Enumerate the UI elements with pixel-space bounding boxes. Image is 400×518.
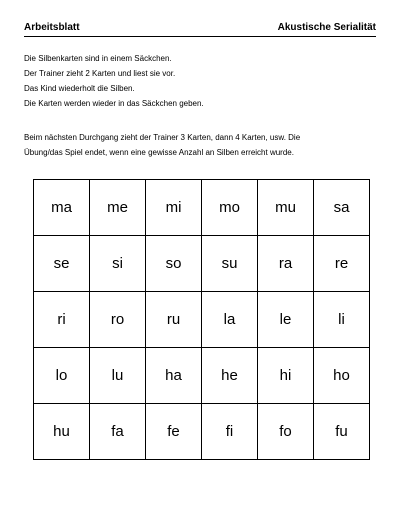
grid-row: [34, 292, 370, 348]
worksheet-topic: Akustische Serialität: [277, 22, 376, 33]
continuation-paragraph: [24, 130, 376, 160]
instruction-line: Die Silbenkarten sind in einem Säckchen.: [24, 54, 172, 63]
grid-row: [34, 180, 370, 236]
syllable-cell: mi: [146, 180, 202, 236]
grid-row: [34, 348, 370, 404]
syllable-cell: su: [202, 236, 258, 292]
worksheet-label: Arbeitsblatt: [24, 22, 80, 33]
syllable-cell: so: [146, 236, 202, 292]
syllable-cell: hu: [34, 404, 90, 460]
instruction-line: Der Trainer zieht 2 Karten und liest sie vor.: [24, 69, 176, 78]
page-header: [24, 22, 376, 37]
syllable-cell: fo: [258, 404, 314, 460]
syllable-cell: ma: [34, 180, 90, 236]
syllable-cell: re: [314, 236, 370, 292]
syllable-cell: lo: [34, 348, 90, 404]
syllable-cell: mo: [202, 180, 258, 236]
syllable-cell: ra: [258, 236, 314, 292]
syllable-cell: ho: [314, 348, 370, 404]
syllable-cell: li: [314, 292, 370, 348]
instruction-line: Die Karten werden wieder in das Säckchen geben.: [24, 99, 204, 108]
syllable-cell: hi: [258, 348, 314, 404]
syllable-cell: lu: [90, 348, 146, 404]
syllable-cell: se: [34, 236, 90, 292]
grid-row: [34, 236, 370, 292]
syllable-cell: sa: [314, 180, 370, 236]
syllable-cell: fu: [314, 404, 370, 460]
continuation-line: Beim nächsten Durchgang zieht der Trainer 3 Karten, dann 4 Karten, usw. Die: [24, 133, 301, 142]
syllable-cell: fi: [202, 404, 258, 460]
grid-row: [34, 404, 370, 460]
syllable-cell: le: [258, 292, 314, 348]
continuation-line: Übung/das Spiel endet, wenn eine gewisse Anzahl an Silben erreicht wurde.: [24, 148, 294, 157]
syllable-cell: fe: [146, 404, 202, 460]
syllable-cell: ro: [90, 292, 146, 348]
syllable-cell: fa: [90, 404, 146, 460]
instruction-line: Das Kind wiederholt die Silben.: [24, 84, 135, 93]
syllable-cell: si: [90, 236, 146, 292]
syllable-cell: ru: [146, 292, 202, 348]
syllable-grid: [33, 179, 370, 460]
syllable-cell: ha: [146, 348, 202, 404]
syllable-cell: he: [202, 348, 258, 404]
instructions-paragraph: [24, 51, 376, 111]
syllable-cell: mu: [258, 180, 314, 236]
syllable-cell: la: [202, 292, 258, 348]
syllable-cell: me: [90, 180, 146, 236]
syllable-cell: ri: [34, 292, 90, 348]
